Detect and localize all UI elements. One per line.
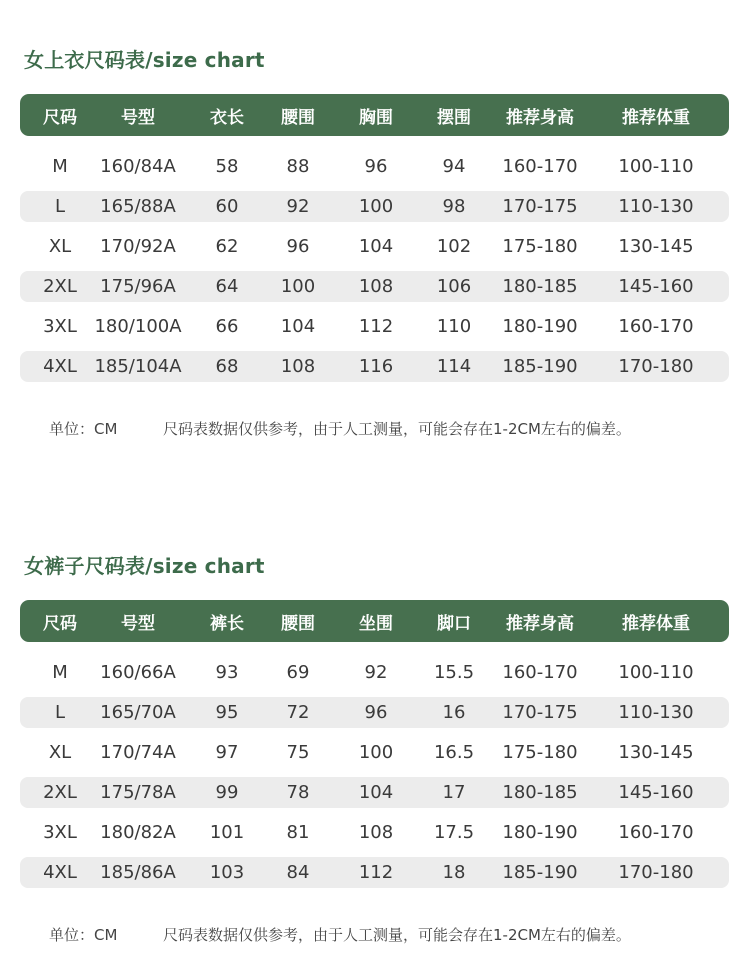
table-cell: 101: [209, 822, 245, 843]
tops-footnote: [49, 418, 631, 439]
table-row: [20, 697, 729, 728]
table-cell: 185/86A: [100, 862, 176, 883]
table-cell: 170/74A: [100, 742, 176, 763]
tops-unit-label: 单位：CM: [49, 420, 118, 438]
tops-chart-title: 女上衣尺码表/size chart: [24, 48, 265, 72]
table-cell: 17: [442, 782, 466, 803]
header-cell: 坐围: [359, 613, 393, 634]
pants-footnote: [49, 924, 631, 945]
table-cell: 112: [358, 862, 394, 883]
table-cell: 116: [358, 356, 394, 377]
header-cell: 推荐身高: [506, 107, 574, 128]
table-row: [20, 351, 729, 382]
table-cell: 110: [436, 316, 472, 337]
pants-note-text: 尺码表数据仅供参考，由于人工测量，可能会存在1-2CM左右的偏差。: [163, 926, 631, 944]
table-cell: 185/104A: [94, 356, 182, 377]
table-cell: 112: [358, 316, 394, 337]
table-cell: 160-170: [502, 156, 578, 177]
table-cell: 94: [442, 156, 466, 177]
table-cell: 110-130: [618, 702, 694, 723]
table-cell: 4XL: [43, 356, 77, 377]
table-row: [20, 311, 729, 342]
table-cell: 100-110: [618, 662, 694, 683]
table-cell: L: [54, 702, 66, 723]
table-cell: 16: [442, 702, 466, 723]
table-cell: 58: [215, 156, 239, 177]
pants-chart-title: 女裤子尺码表/size chart: [24, 554, 265, 578]
table-cell: 170-180: [618, 356, 694, 377]
table-row: [20, 231, 729, 262]
header-cell: 尺码: [43, 613, 77, 634]
table-cell: 130-145: [618, 236, 694, 257]
table-cell: 16.5: [433, 742, 475, 763]
table-cell: 96: [364, 156, 388, 177]
header-cell: 胸围: [359, 107, 393, 128]
table-cell: 60: [215, 196, 239, 217]
table-cell: 175-180: [502, 742, 578, 763]
table-row: [20, 737, 729, 768]
header-cell: 腰围: [281, 613, 315, 634]
pants-table-header: [20, 600, 729, 642]
table-cell: 66: [215, 316, 239, 337]
table-cell: 165/88A: [100, 196, 176, 217]
table-row: [20, 191, 729, 222]
table-row: [20, 271, 729, 302]
table-cell: 84: [286, 862, 310, 883]
table-cell: 175-180: [502, 236, 578, 257]
table-cell: 180/100A: [94, 316, 182, 337]
table-cell: 78: [286, 782, 310, 803]
table-cell: 95: [215, 702, 239, 723]
table-cell: 15.5: [433, 662, 475, 683]
table-cell: 3XL: [43, 316, 77, 337]
table-row: [20, 817, 729, 848]
table-row: [20, 857, 729, 888]
table-cell: 180-185: [502, 276, 578, 297]
table-cell: 145-160: [618, 276, 694, 297]
tops-table-header: [20, 94, 729, 136]
table-cell: 175/96A: [100, 276, 176, 297]
table-cell: 180/82A: [100, 822, 176, 843]
header-cell: 号型: [121, 107, 155, 128]
table-cell: 18: [442, 862, 466, 883]
table-cell: 68: [215, 356, 239, 377]
table-cell: 92: [286, 196, 310, 217]
table-cell: 108: [358, 276, 394, 297]
table-cell: 110-130: [618, 196, 694, 217]
header-cell: 腰围: [281, 107, 315, 128]
header-cell: 裤长: [210, 613, 244, 634]
table-cell: 62: [215, 236, 239, 257]
table-cell: 106: [436, 276, 472, 297]
table-cell: 165/70A: [100, 702, 176, 723]
table-cell: 17.5: [433, 822, 475, 843]
table-cell: 72: [286, 702, 310, 723]
table-cell: 100: [358, 196, 394, 217]
table-cell: 104: [358, 782, 394, 803]
table-cell: 81: [286, 822, 310, 843]
table-cell: 96: [286, 236, 310, 257]
header-cell: 尺码: [43, 107, 77, 128]
table-cell: 160-170: [618, 316, 694, 337]
table-cell: 160-170: [502, 662, 578, 683]
table-cell: 114: [436, 356, 472, 377]
pants-unit-label: 单位：CM: [49, 926, 118, 944]
table-cell: 160/66A: [100, 662, 176, 683]
table-cell: 145-160: [618, 782, 694, 803]
header-cell: 推荐体重: [622, 613, 690, 634]
table-cell: 100: [358, 742, 394, 763]
table-cell: XL: [48, 236, 72, 257]
header-cell: 号型: [121, 613, 155, 634]
table-cell: 108: [358, 822, 394, 843]
table-cell: 103: [209, 862, 245, 883]
table-cell: 99: [215, 782, 239, 803]
table-cell: 180-185: [502, 782, 578, 803]
header-cell: 脚口: [437, 613, 471, 634]
table-cell: 96: [364, 702, 388, 723]
header-cell: 推荐身高: [506, 613, 574, 634]
table-cell: 92: [364, 662, 388, 683]
table-cell: 2XL: [43, 276, 77, 297]
table-cell: 64: [215, 276, 239, 297]
header-cell: 推荐体重: [622, 107, 690, 128]
table-cell: 102: [436, 236, 472, 257]
table-cell: 3XL: [43, 822, 77, 843]
table-cell: 180-190: [502, 316, 578, 337]
table-cell: 97: [215, 742, 239, 763]
table-cell: 98: [442, 196, 466, 217]
table-row: [20, 657, 729, 688]
tops-note-text: 尺码表数据仅供参考，由于人工测量，可能会存在1-2CM左右的偏差。: [163, 420, 631, 438]
table-cell: 100: [280, 276, 316, 297]
table-cell: 69: [286, 662, 310, 683]
table-cell: 175/78A: [100, 782, 176, 803]
table-cell: 93: [215, 662, 239, 683]
table-cell: 108: [280, 356, 316, 377]
table-cell: XL: [48, 742, 72, 763]
table-cell: 185-190: [502, 862, 578, 883]
table-cell: 104: [280, 316, 316, 337]
table-cell: 170-180: [618, 862, 694, 883]
table-cell: 170-175: [502, 702, 578, 723]
table-cell: 185-190: [502, 356, 578, 377]
table-cell: 160/84A: [100, 156, 176, 177]
table-cell: L: [54, 196, 66, 217]
table-cell: 104: [358, 236, 394, 257]
table-row: [20, 777, 729, 808]
table-cell: M: [52, 156, 68, 177]
table-cell: 130-145: [618, 742, 694, 763]
table-cell: 4XL: [43, 862, 77, 883]
table-cell: 160-170: [618, 822, 694, 843]
table-cell: M: [52, 662, 68, 683]
header-cell: 衣长: [210, 107, 244, 128]
table-cell: 100-110: [618, 156, 694, 177]
table-cell: 75: [286, 742, 310, 763]
header-cell: 摆围: [437, 107, 471, 128]
table-cell: 2XL: [43, 782, 77, 803]
table-cell: 170-175: [502, 196, 578, 217]
table-cell: 180-190: [502, 822, 578, 843]
table-row: [20, 151, 729, 182]
table-cell: 88: [286, 156, 310, 177]
table-cell: 170/92A: [100, 236, 176, 257]
